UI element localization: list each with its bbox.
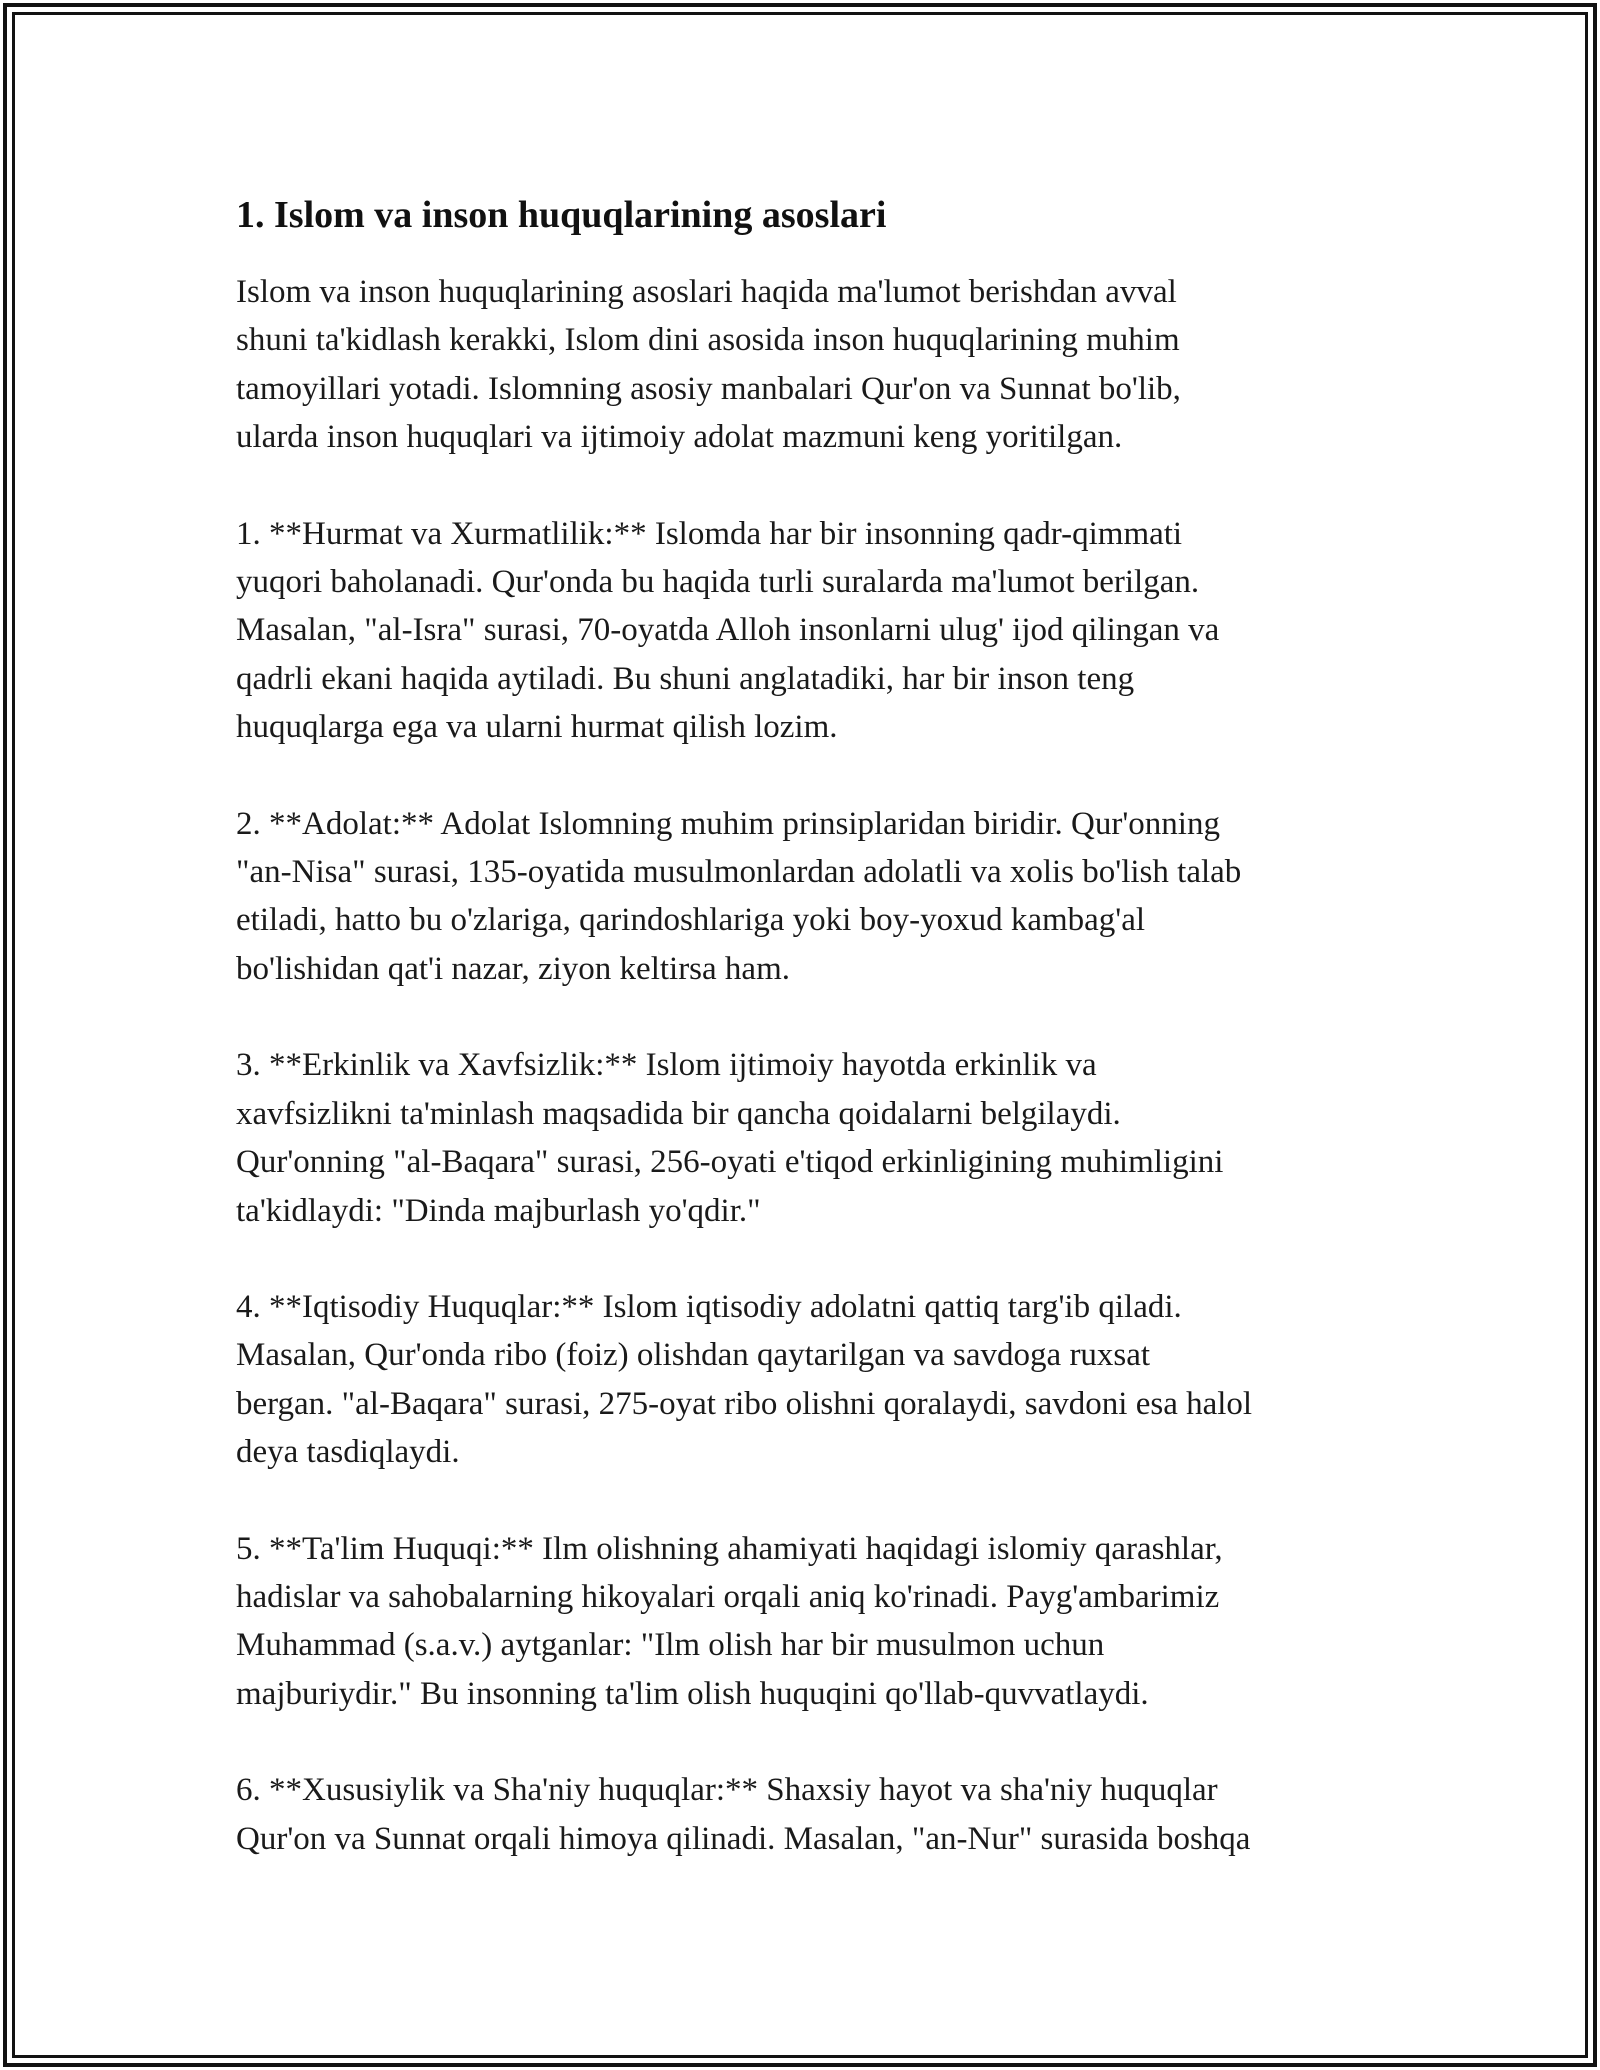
section-heading: 1. Islom va inson huquqlarining asoslari (236, 194, 887, 236)
list-item-freedom: 3. **Erkinlik va Xavfsizlik:** Islom ijtimoiy hayotda erkinlik va xavfsizlikni ta'minlash maqsadida bir qancha qoidalarni belgilaydi. Qur'onning "al-Baqara" surasi, 256-oyati e'tiqod erkinligining muhimligini ta'kidlaydi: "Dinda majburlash yo'qdir." (236, 1047, 1224, 1229)
list-item-education-right: 5. **Ta'lim Huquqi:** Ilm olishning ahamiyati haqidagi islomiy qarashlar, hadislar va sahobalarning hikoyalari orqali aniq ko'rinadi. Payg'ambarimiz Muhammad (s.a.v.) aytganlar: "Ilm olish har bir musulmon uchun majburiydir." Bu insonning ta'lim olish huquqini qo'llab-quvvatlaydi. (236, 1530, 1223, 1712)
list-item-justice: 2. **Adolat:** Adolat Islomning muhim prinsiplaridan biridir. Qur'onning "an-Nisa" surasi, 135-oyatida musulmonlardan adolatli va xolis bo'lish talab etiladi, hatto bu o'zlariga, qarindoshlariga yoki boy-yoxud kambag'al bo'lishidan qat'i nazar, ziyon keltirsa ham. (236, 805, 1242, 987)
list-item-privacy: 6. **Xususiylik va Sha'niy huquqlar:** Shaxsiy hayot va sha'niy huquqlar Qur'on va Sunnat orqali himoya qilinadi. Masalan, "an-Nur" surasida boshqa (236, 1772, 1251, 1857)
list-item-respect: 1. **Hurmat va Xurmatlilik:** Islomda har bir insonning qadr-qimmati yuqori baholanadi. Qur'onda bu haqida turli suralarda ma'lumot berilgan. Masalan, "al-Isra" surasi, 70-oyatda Alloh insonlarni ulug' ijod qilingan va qadrli ekani haqida aytiladi. Bu shuni anglatadiki, har bir inson teng huquqlarga ega va ularni hurmat qilish lozim. (236, 515, 1220, 746)
intro-paragraph: Islom va inson huquqlarining asoslari haqida ma'lumot berishdan avval shuni ta'kidlash kerakki, Islom dini asosida inson huquqlarining muhim tamoyillari yotadi. Islomning asosiy manbalari Qur'on va Sunnat bo'lib, ularda inson huquqlari va ijtimoiy adolat mazmuni keng yoritilgan. (236, 274, 1181, 456)
document-body (236, 188, 1386, 1911)
list-item-economic-rights: 4. **Iqtisodiy Huquqlar:** Islom iqtisodiy adolatni qattiq targ'ib qiladi. Masalan, Qur'onda ribo (foiz) olishdan qaytarilgan va savdoga ruxsat bergan. "al-Baqara" surasi, 275-oyat ribo olishni qoralaydi, savdoni esa halol deya tasdiqlaydi. (236, 1288, 1253, 1471)
